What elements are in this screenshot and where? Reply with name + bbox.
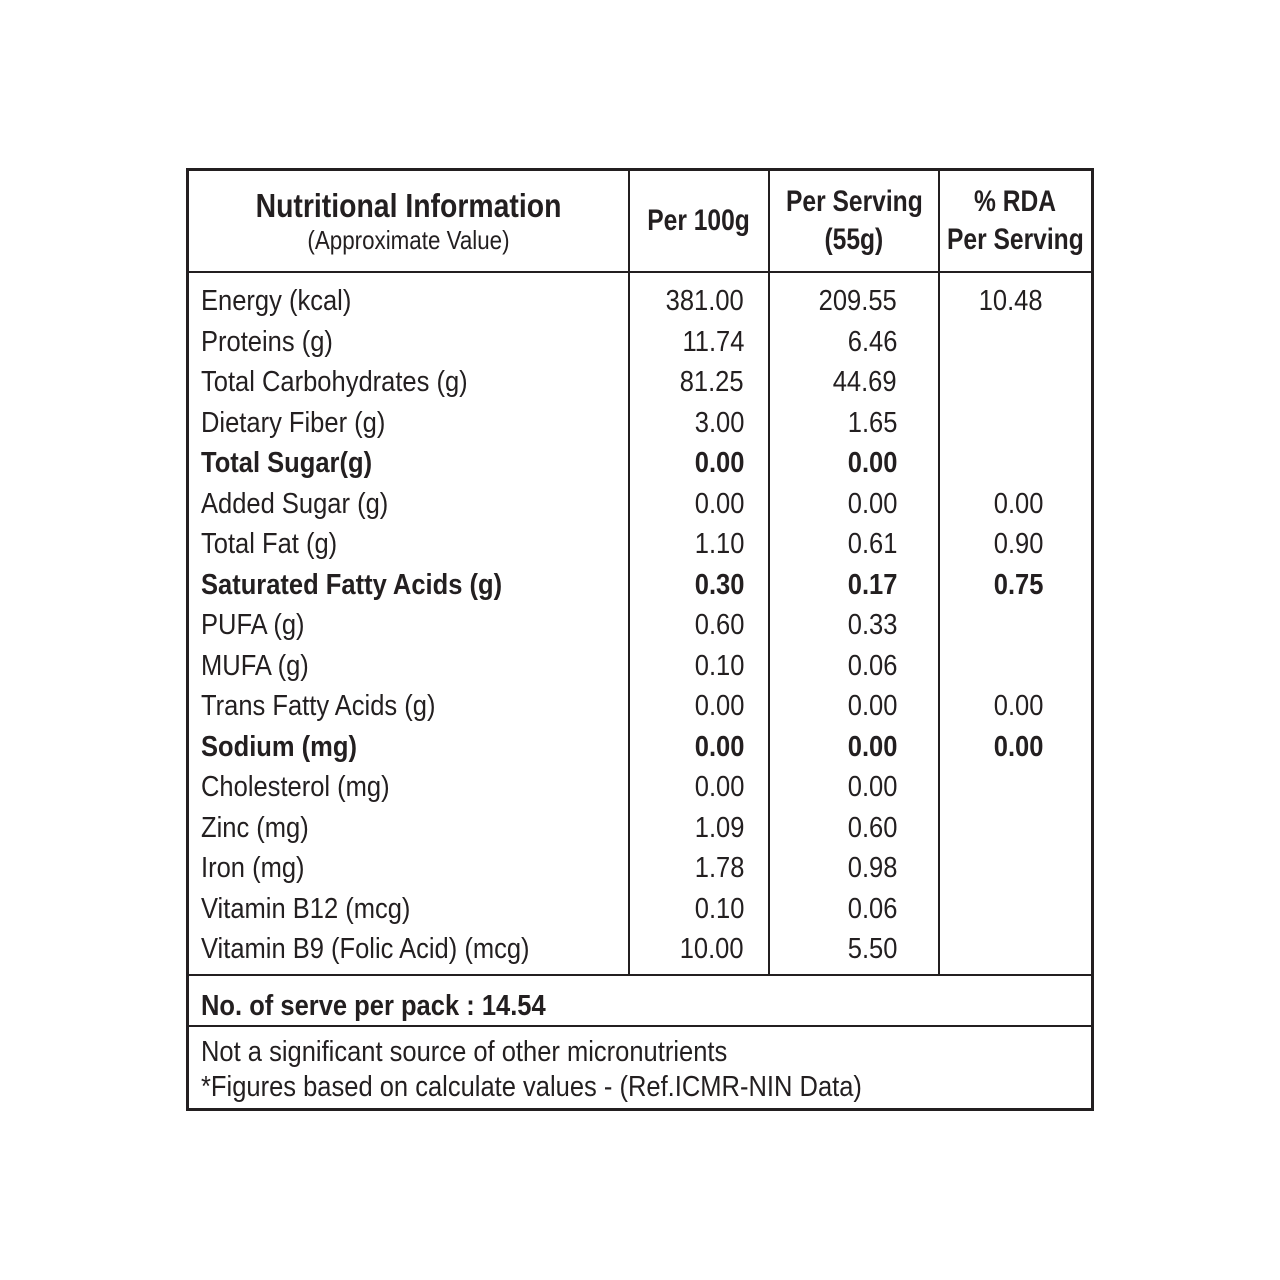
header-perserving-cell [770,171,938,271]
value-per-serving: 0.00 [847,730,897,763]
nutrient-name: Added Sugar (g) [201,487,389,520]
value-per-100g: 0.00 [694,487,744,520]
table-row [189,524,1091,565]
value-per-100g: 3.00 [694,406,744,439]
value-per-serving: 44.69 [833,366,897,398]
nutrient-name: Zinc (mg) [201,811,309,844]
table-row [189,605,1091,646]
nutrient-name: PUFA (g) [201,609,305,641]
value-per-serving: 1.65 [847,406,897,439]
value-per-serving: 0.17 [847,568,897,601]
value-rda: 10.48 [979,285,1043,317]
nutrient-rows [189,281,1091,970]
nutrient-name: Vitamin B12 (mcg) [201,892,411,925]
table-row [189,727,1091,768]
col-header-perserving-line1: Per Serving [785,185,923,218]
nutrient-name: Saturated Fatty Acids (g) [201,568,503,601]
header-rda-cell [940,171,1091,271]
table-row [189,281,1091,322]
value-per-serving: 5.50 [847,933,897,965]
header-title-cell [220,171,598,271]
nutrient-name: Cholesterol (mg) [201,771,390,803]
table-row [189,646,1091,687]
value-per-100g: 0.10 [694,649,744,682]
nutrient-name: Iron (mg) [201,852,305,884]
value-rda: 0.00 [993,730,1043,763]
header-per100-cell [630,171,768,271]
value-per-100g: 1.09 [694,811,744,844]
value-per-100g: 0.00 [694,730,744,763]
nutrient-name: Total Fat (g) [201,528,338,560]
table-row [189,929,1091,970]
footnotes [201,1035,862,1105]
table-row [189,889,1091,930]
value-per-serving: 0.00 [847,447,897,479]
table-title: Nutritional Information [255,187,562,224]
value-per-serving: 0.98 [847,852,897,884]
value-per-serving: 0.61 [847,528,897,560]
table-row [189,322,1091,363]
nutrient-name: Total Carbohydrates (g) [201,366,468,398]
value-rda: 0.00 [993,487,1043,520]
value-per-serving: 0.06 [847,649,897,682]
value-per-100g: 11.74 [682,325,744,358]
table-row [189,484,1091,525]
value-per-serving: 6.46 [847,325,897,358]
value-per-100g: 1.10 [694,528,744,560]
table-row [189,362,1091,403]
value-rda: 0.75 [993,568,1043,601]
value-per-100g: 81.25 [680,366,744,398]
value-per-100g: 1.78 [694,852,744,884]
value-per-serving: 209.55 [818,285,897,317]
value-per-serving: 0.60 [847,811,897,844]
note-line-2: *Figures based on calculate values - (Ref.ICMR-NIN Data) [201,1071,862,1103]
col-header-rda-line2: Per Serving [947,223,1084,256]
nutrient-name: Sodium (mg) [201,730,357,763]
divider-data-bottom [189,974,1091,976]
value-per-serving: 0.06 [847,892,897,925]
nutrient-name: Proteins (g) [201,325,333,358]
table-row [189,767,1091,808]
value-per-100g: 0.00 [694,771,744,803]
table-row [189,403,1091,444]
divider-header [189,271,1091,273]
col-header-rda-line1: % RDA [974,185,1057,218]
nutrition-table [186,168,1094,1111]
value-per-100g: 0.00 [694,447,744,479]
value-per-100g: 0.00 [694,690,744,722]
table-subtitle: (Approximate Value) [307,225,510,255]
nutrient-name: Energy (kcal) [201,285,352,317]
nutrient-name: Dietary Fiber (g) [201,406,386,439]
value-rda: 0.00 [993,690,1043,722]
value-per-100g: 0.60 [694,609,744,641]
value-per-100g: 0.10 [694,892,744,925]
value-per-100g: 0.30 [694,568,744,601]
table-row [189,848,1091,889]
table-row [189,686,1091,727]
nutrient-name: Total Sugar(g) [201,447,373,479]
col-header-perserving-line2: (55g) [824,223,884,256]
value-per-100g: 10.00 [680,933,744,965]
value-per-serving: 0.33 [847,609,897,641]
nutrient-name: Trans Fatty Acids (g) [201,690,436,722]
serve-per-pack: No. of serve per pack : 14.54 [201,990,546,1022]
value-per-100g: 381.00 [665,285,744,317]
nutrient-name: Vitamin B9 (Folic Acid) (mcg) [201,933,530,965]
table-row [189,565,1091,606]
value-rda: 0.90 [993,528,1043,560]
value-per-serving: 0.00 [847,690,897,722]
value-per-serving: 0.00 [847,771,897,803]
col-header-per100: Per 100g [647,204,751,237]
nutrient-name: MUFA (g) [201,649,309,682]
value-per-serving: 0.00 [847,487,897,520]
table-row [189,443,1091,484]
table-row [189,808,1091,849]
note-line-1: Not a significant source of other micronutrients [201,1036,728,1068]
